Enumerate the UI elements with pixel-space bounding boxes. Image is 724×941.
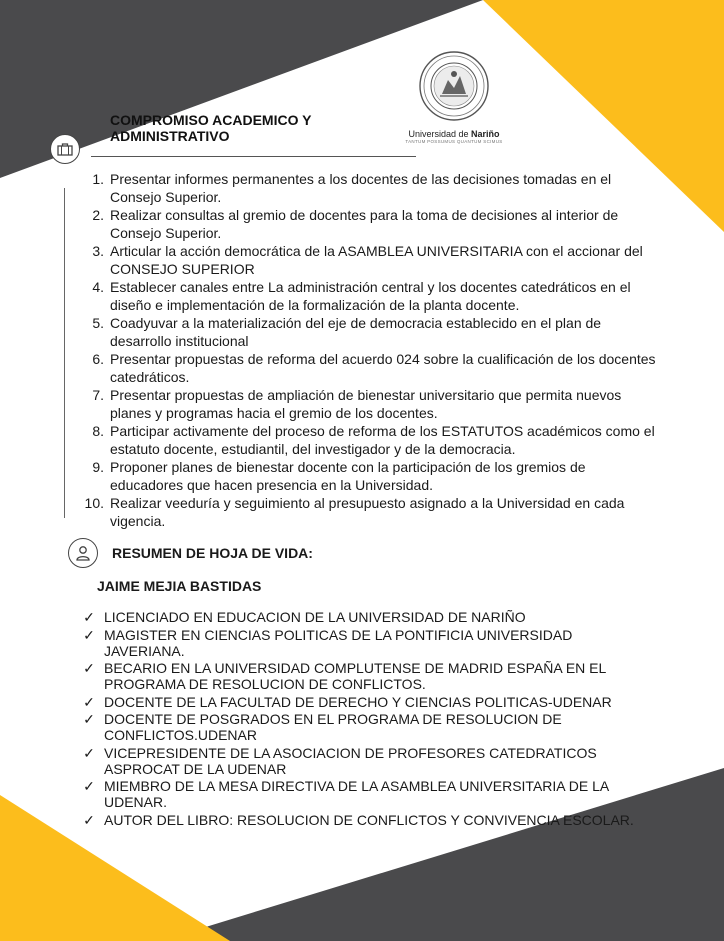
list-item: 9. Proponer planes de bienestar docente con la participación de los gremios de educadores que hacen presencia en la Universidad.	[92, 459, 586, 493]
check-icon: ✓	[83, 660, 95, 676]
university-name: Universidad de Nariño	[408, 129, 500, 139]
check-icon: ✓	[83, 711, 95, 727]
university-logo	[398, 50, 510, 146]
list-item: 6. Presentar propuestas de reforma del acuerdo 024 sobre la cualificación de los docentes catedráticos.	[92, 351, 656, 385]
candidate-name: JAIME MEJIA BASTIDAS	[97, 578, 262, 594]
university-seal-icon	[418, 50, 490, 122]
check-icon: ✓	[83, 778, 95, 794]
briefcase-icon	[57, 142, 73, 156]
list-item: ✓ MAGISTER EN CIENCIAS POLITICAS DE LA PONTIFICIA UNIVERSIDAD JAVERIANA.	[83, 626, 573, 659]
commitments-list	[84, 170, 660, 530]
list-item: ✓ DOCENTE DE POSGRADOS EN EL PROGRAMA DE RESOLUCION DE CONFLICTOS.UDENAR	[83, 711, 562, 743]
check-icon: ✓	[83, 811, 95, 828]
list-item: 8. Participar activamente del proceso de reforma de los ESTATUTOS académicos como el estatuto docente, estudiantil, del investigador y de la democracia.	[92, 423, 655, 457]
list-item: ✓ DOCENTE DE LA FACULTAD DE DERECHO Y CIENCIAS POLITICAS-UDENAR	[83, 693, 612, 710]
check-icon: ✓	[83, 744, 95, 761]
title-underline	[91, 156, 416, 157]
check-icon: ✓	[83, 693, 95, 710]
list-item: ✓ BECARIO EN LA UNIVERSIDAD COMPLUTENSE DE MADRID ESPAÑA EN EL PROGRAMA DE RESOLUCION DE CONFLICTOS.	[83, 660, 606, 692]
university-motto: TANTUM POSSUMUS QUANTUM SCIMUS	[405, 139, 503, 144]
person-icon-badge	[68, 538, 98, 568]
resume-heading: RESUMEN DE HOJA DE VIDA:	[112, 545, 313, 561]
page-title: COMPROMISO ACADEMICO Y ADMINISTRATIVO	[110, 112, 312, 144]
resume-list	[83, 609, 634, 829]
list-item: 4. Establecer canales entre La administración central y los docentes catedráticos en el diseño e implementación de la formalización de la planta docente.	[92, 279, 631, 313]
check-icon: ✓	[83, 626, 95, 643]
list-item: 7. Presentar propuestas de ampliación de bienestar universitario que permita nuevos planes y programas hacia el gremio de los docentes.	[92, 387, 622, 421]
person-icon	[75, 545, 91, 561]
list-item: 5. Coadyuvar a la materialización del eje de democracia establecido en el plan de desarrollo institucional	[92, 315, 602, 349]
list-item: ✓ VICEPRESIDENTE DE LA ASOCIACION DE PROFESORES CATEDRATICOS ASPROCAT DE LA UDENAR	[83, 744, 597, 777]
list-item: 2. Realizar consultas al gremio de docentes para la toma de decisiones al interior de Consejo Superior.	[92, 207, 619, 241]
check-icon: ✓	[83, 609, 95, 625]
section-vertical-line	[64, 188, 65, 518]
list-item: 3. Articular la acción democrática de la ASAMBLEA UNIVERSITARIA con el accionar del CONSEJO SUPERIOR	[92, 243, 643, 277]
list-item: ✓ AUTOR DEL LIBRO: RESOLUCION DE CONFLICTOS Y CONVIVENCIA ESCOLAR.	[83, 811, 634, 828]
list-item: 10. Realizar veeduría y seguimiento al presupuesto asignado a la Universidad en cada vigencia.	[84, 495, 625, 529]
list-item: ✓ LICENCIADO EN EDUCACION DE LA UNIVERSIDAD DE NARIÑO	[83, 609, 526, 625]
list-item: ✓ MIEMBRO DE LA MESA DIRECTIVA DE LA ASAMBLEA UNIVERSITARIA DE LA UDENAR.	[83, 778, 609, 810]
briefcase-icon-badge	[50, 134, 80, 164]
list-item: 1. Presentar informes permanentes a los docentes de las decisiones tomadas en el Consejo Superior.	[92, 171, 612, 205]
